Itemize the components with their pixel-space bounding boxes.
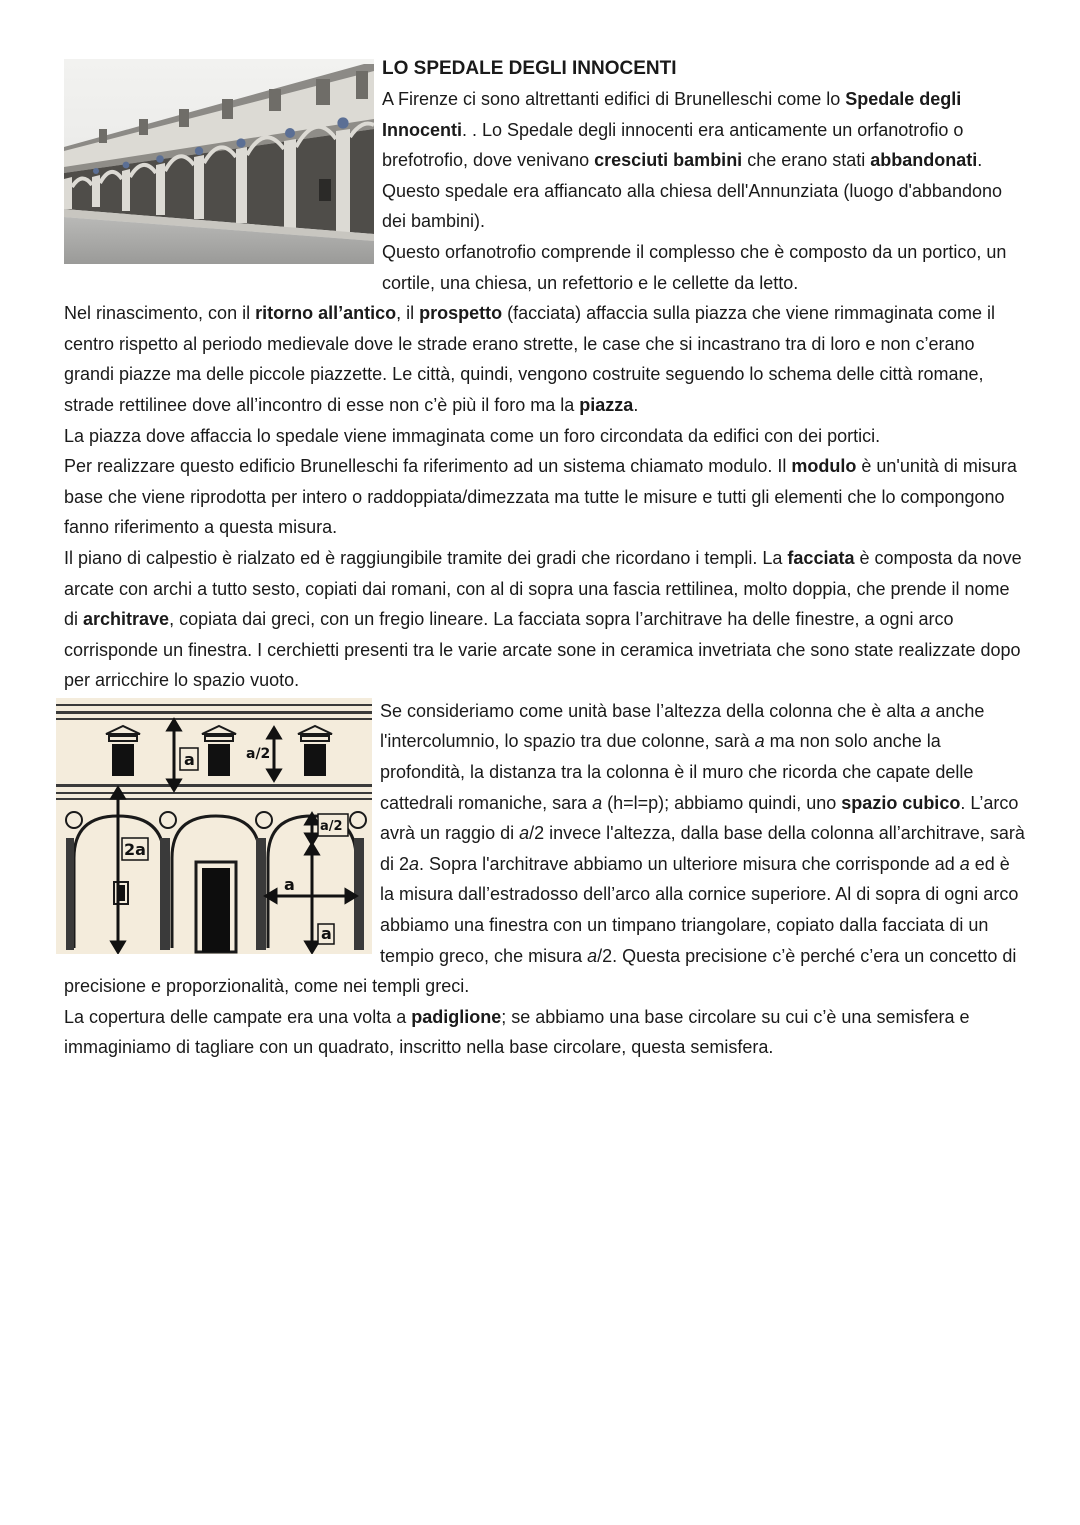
bold-text: padiglione — [411, 1006, 502, 1027]
text-run: . — [633, 394, 639, 415]
text-run: La copertura delle campate era una volta a — [64, 1006, 412, 1027]
text-run: ed è la misura dall’estradosso dell’arco alla cornice superiore. Al di sopra di ogni arco abbiamo una finestra con un timpano triangolare, copiato dalla facciata di un tempio greco, che misura — [380, 853, 1019, 966]
text-run: , il — [396, 303, 420, 324]
italic-text: a — [920, 700, 931, 721]
bold-text: modulo — [791, 456, 857, 477]
bold-text: architrave — [83, 609, 170, 630]
module-diagram — [56, 698, 372, 954]
italic-text: a — [519, 823, 530, 844]
text-run: è un'unità di misura base che viene riprodotta per intero o raddoppiata/dimezzata ma tutte le misure e tutti gli elementi che lo compongono fanno riferimento a questa misura. — [64, 456, 1017, 538]
text-run: , copiata dai greci, con un fregio lineare. La facciata sopra l’architrave ha delle finestre, a ogni arco corrisponde un finestra. I cerchietti presenti tra le varie arcate sone in ceramica invetriata che sono state realizzate dopo per arricchire lo spazio vuoto. — [64, 609, 1021, 691]
label-a-half: a/2 — [246, 745, 271, 762]
bold-text: cresciuti bambini — [594, 150, 743, 171]
text-run: /2. Questa precisione c’è perché c’era un concetto di precisione e proporzionalità, come nei templi greci. — [64, 945, 1017, 997]
label-a-intercolumn: a — [284, 874, 295, 894]
bold-text: facciata — [787, 547, 855, 568]
label-a-half-arch: a/2 — [320, 818, 343, 834]
text-run: Nel rinascimento, con il — [64, 303, 256, 324]
text-run: . Sopra l'architrave abbiamo un ulteriore misura che corrisponde ad — [419, 853, 960, 874]
text-run: ; se abbiamo una base circolare su cui c’è una semisfera e immaginiamo di tagliare con un quadrato, inscritto nella base circolare, questa semisfera. — [64, 1006, 970, 1058]
page-title: LO SPEDALE DEGLI INNOCENTI — [382, 58, 677, 79]
text-run: A Firenze ci sono altrettanti edifici di Brunelleschi come lo — [382, 89, 846, 109]
text-run: anche l'intercolumnio, lo spazio tra due colonne, sarà — [380, 700, 985, 752]
text-run: /2 invece l'altezza, dalla base della colonna all’architrave, sarà di 2 — [380, 823, 1025, 874]
bold-text: abbandonati — [870, 150, 978, 171]
text-run: (facciata) affaccia sulla piazza che viene rimmaginata come il centro rispetto al periodo medievale dove le strade erano strette, le case che si incastrano tra di loro e non c’erano grandi piazze ma delle piccole piazzette. Le città, quindi, vengono costruite seguendo lo schema delle città romane, strade rettilinee dove all’incontro di esse non c’è più il foro ma la — [64, 303, 995, 415]
paragraph-facciata — [64, 543, 1028, 696]
text-run: (h=l=p); abbiamo quindi, uno — [602, 792, 842, 813]
paragraph-piazza: La piazza dove affaccia lo spedale viene immaginata come un foro circondata da edifici con dei portici. — [64, 425, 881, 446]
bold-text: prospetto — [419, 303, 503, 324]
text-run: ma non solo anche la profondità, la distanza tra la colonna è il muro che ricorda che capate delle cattedrali romaniche, sara — [380, 731, 974, 813]
text-run: è composta da nove arcate con archi a tutto sesto, copiati dai romani, con al di sopra una fascia rettilinea, molto doppia, che prende il nome di — [64, 547, 1022, 630]
italic-text: a — [959, 853, 970, 874]
italic-text: a — [754, 731, 765, 752]
text-run: Il piano di calpestio è rialzato ed è raggiungibile tramite dei gradi che ricordano i templi. La — [64, 547, 788, 568]
bold-text: Spedale degli Innocenti — [382, 89, 962, 140]
italic-text: a — [592, 792, 603, 813]
label-2a: 2a — [124, 839, 146, 859]
italic-text: a — [587, 945, 598, 966]
paragraph-complex: Questo orfanotrofio comprende il complesso che è composto da un portico, un cortile, una chiesa, un refettorio e le cellette da letto. — [382, 241, 1007, 293]
document-page — [64, 54, 1028, 1063]
paragraph-rinascimento — [64, 298, 1028, 420]
text-run: . . Lo Spedale degli innocenti era anticamente un orfanotrofio o brefotrofio, dove venivano — [382, 119, 964, 171]
text-run: che erano stati — [742, 150, 871, 171]
text-run: . L’arco avrà un raggio di — [380, 792, 1019, 844]
spedale-photo — [64, 59, 374, 264]
italic-text: a — [409, 853, 420, 874]
paragraph-modulo — [64, 451, 1028, 543]
text-run: Per realizzare questo edificio Brunelleschi fa riferimento ad un sistema chiamato modulo. Il — [64, 456, 792, 477]
bold-text: ritorno all’antico — [255, 303, 397, 324]
paragraph-copertura — [64, 1002, 1028, 1063]
bold-text: spazio cubico — [841, 792, 961, 813]
text-run: Se consideriamo come unità base l’altezza della colonna che è alta — [380, 700, 921, 721]
bold-text: piazza — [579, 394, 634, 415]
label-a: a — [184, 749, 195, 769]
label-a-depth: a — [321, 923, 332, 943]
text-run: . Questo spedale era affiancato alla chiesa dell'Annunziata (luogo d'abbandono dei bambini). — [382, 150, 1002, 232]
